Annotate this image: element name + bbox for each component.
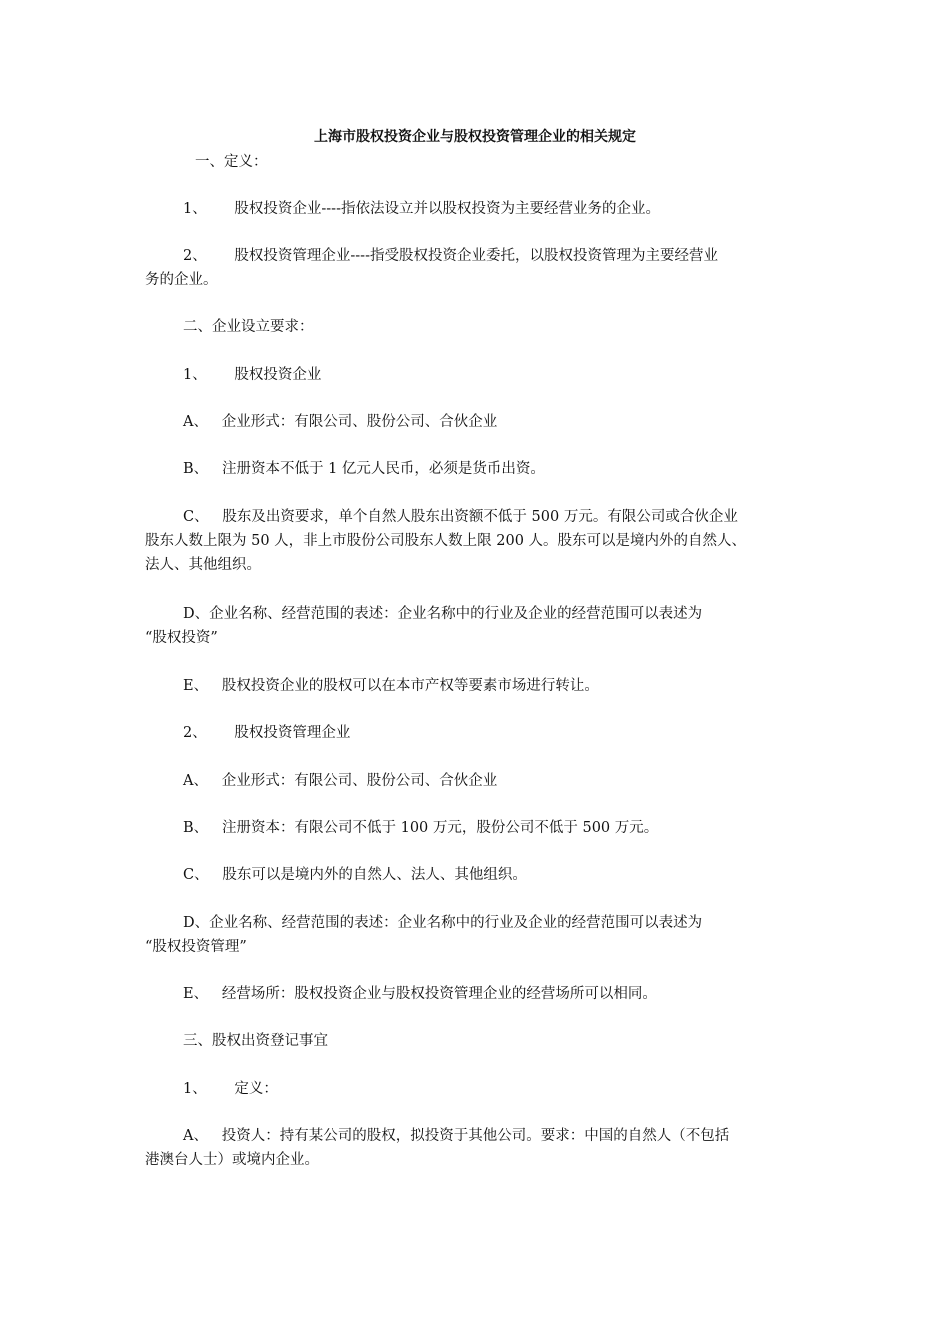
- document-title: 上海市股权投资企业与股权投资管理企业的相关规定: [314, 129, 636, 145]
- item-e-transfer: [145, 674, 817, 698]
- text-line: “股权投资管理”: [145, 939, 247, 955]
- text-line: 1、 股权投资企业----指依法设立并以股权投资为主要经营业务的企业。: [183, 201, 660, 217]
- text-line: C、 股东可以是境内外的自然人、法人、其他组织。: [183, 867, 527, 883]
- item-a-investor: [145, 1124, 817, 1172]
- item-d-name-scope-management: [145, 911, 817, 959]
- text-line: 股东人数上限为 50 人，非上市股份公司股东人数上限 200 人。股东可以是境内外的自然人、: [145, 533, 747, 549]
- text-line: 务的企业。: [145, 272, 218, 288]
- item-a-form: [145, 410, 817, 434]
- text-line: 2、 股权投资管理企业: [183, 725, 351, 741]
- text-line: 三、股权出资登记事宜: [183, 1033, 328, 1049]
- text-line: D、企业名称、经营范围的表述：企业名称中的行业及企业的经营范围可以表述为: [183, 915, 703, 931]
- text-line: 2、 股权投资管理企业----指受股权投资企业委托，以股权投资管理为主要经营业: [183, 248, 718, 264]
- item-d-name-scope: [145, 602, 817, 650]
- text-line: A、 投资人：持有某公司的股权，拟投资于其他公司。要求：中国的自然人（不包括: [183, 1128, 730, 1144]
- item-e-premises: [145, 982, 817, 1006]
- text-line: 法人、其他组织。: [145, 557, 261, 573]
- section-heading-definitions: [145, 150, 817, 174]
- text-line: E、 股权投资企业的股权可以在本市产权等要素市场进行转让。: [183, 678, 599, 694]
- text-line: “股权投资”: [145, 630, 218, 646]
- item-c-shareholders-management: [145, 863, 817, 887]
- text-line: 二、企业设立要求：: [183, 319, 314, 335]
- text-line: 港澳台人士）或境内企业。: [145, 1152, 319, 1168]
- text-line: D、企业名称、经营范围的表述：企业名称中的行业及企业的经营范围可以表述为: [183, 606, 703, 622]
- section-heading-equity-contribution: [145, 1029, 817, 1053]
- item-b-capital-management: [145, 816, 817, 840]
- text-line: B、 注册资本：有限公司不低于 100 万元，股份公司不低于 500 万元。: [183, 820, 659, 836]
- section-heading-requirements: [145, 315, 817, 339]
- item-a-form-management: [145, 769, 817, 793]
- subheading-management-enterprise: [145, 721, 817, 745]
- text-line: 一、定义：: [195, 154, 268, 170]
- item-c-shareholders: [145, 505, 817, 577]
- paragraph-definition-1: [145, 197, 817, 221]
- text-line: A、 企业形式：有限公司、股份公司、合伙企业: [183, 414, 498, 430]
- text-line: E、 经营场所：股权投资企业与股权投资管理企业的经营场所可以相同。: [183, 986, 657, 1002]
- text-line: B、 注册资本不低于 1 亿元人民币，必须是货币出资。: [183, 461, 545, 477]
- text-line: 1、 定义：: [183, 1081, 278, 1097]
- subheading-equity-investment-enterprise: [145, 363, 817, 387]
- text-line: 1、 股权投资企业: [183, 367, 322, 383]
- item-b-capital: [145, 457, 817, 481]
- subheading-definition: [145, 1077, 817, 1101]
- text-line: C、 股东及出资要求，单个自然人股东出资额不低于 500 万元。有限公司或合伙企业: [183, 509, 738, 525]
- text-line: A、 企业形式：有限公司、股份公司、合伙企业: [183, 773, 498, 789]
- paragraph-definition-2: [145, 244, 817, 292]
